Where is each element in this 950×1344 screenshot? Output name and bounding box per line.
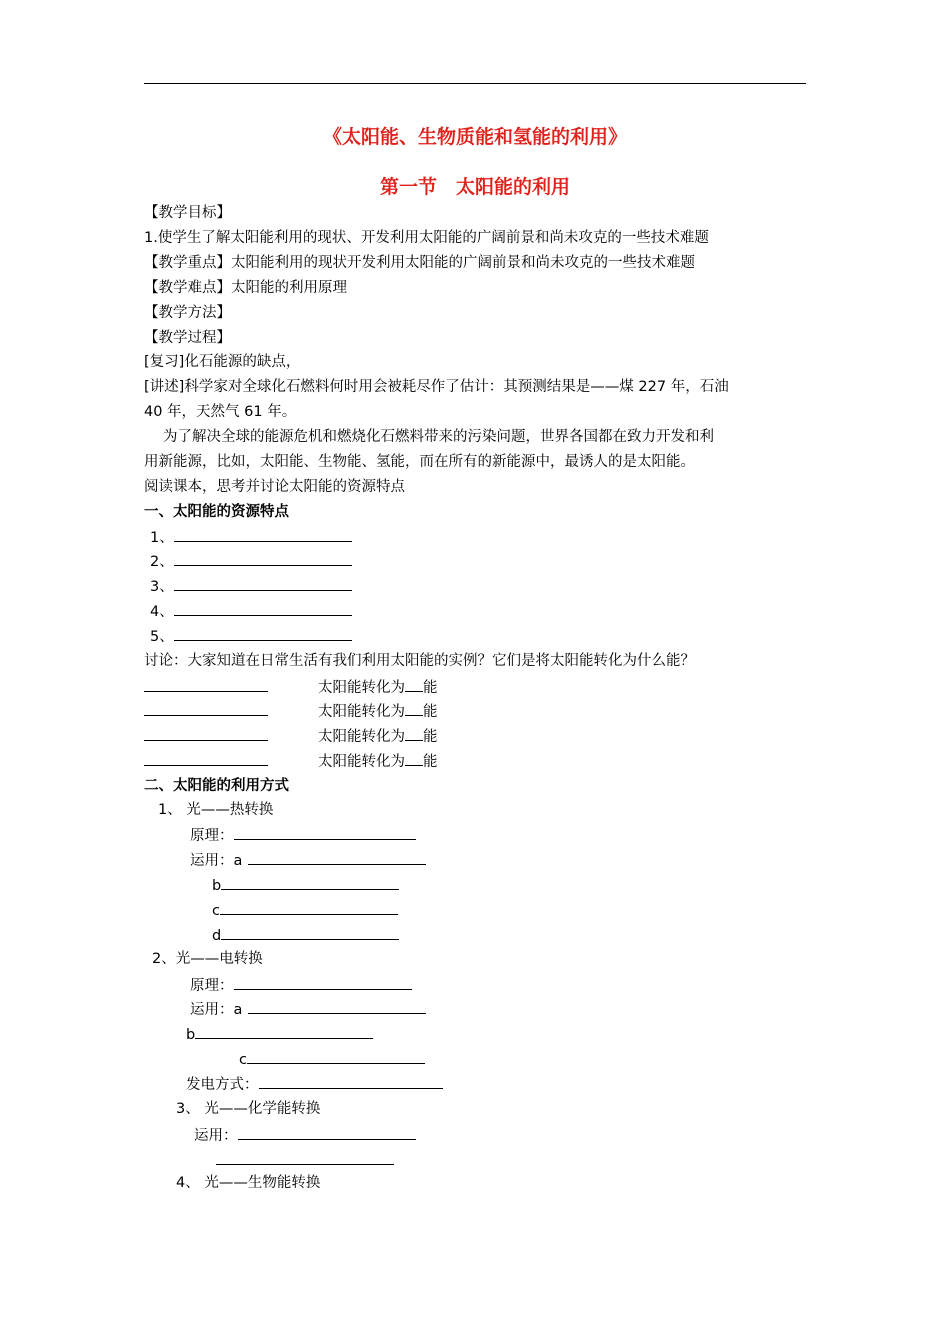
photochemical-use <box>194 1125 416 1146</box>
option-letter: c <box>239 1052 247 1068</box>
item-photobiological: 4、 光——生物能转换 <box>176 1175 321 1191</box>
discussion-prompt: 讨论：大家知道在日常生活有我们利用太阳能的实例？它们是将太阳能转化为什么能？ <box>144 653 695 669</box>
document-title: 《太阳能、生物质能和氢能的利用》 <box>322 126 627 148</box>
photoelectric-use-b <box>186 1024 373 1045</box>
energy-blank[interactable] <box>405 751 423 766</box>
reading-prompt: 阅读课本，思考并讨论太阳能的资源特点 <box>144 479 405 495</box>
heading-utilization-methods: 二、太阳能的利用方式 <box>144 778 289 794</box>
objective-1: 1.使学生了解太阳能利用的现状、开发利用太阳能的广阔前景和尚未攻克的一些技术难题 <box>144 230 709 246</box>
answer-blank[interactable] <box>248 999 426 1014</box>
answer-blank[interactable] <box>174 626 352 641</box>
photochemical-use-2 <box>216 1150 394 1171</box>
feature-number: 3、 <box>150 579 174 595</box>
answer-blank[interactable] <box>174 576 352 591</box>
process: 【教学过程】 <box>144 330 231 346</box>
paragraph-line-2: 用新能源，比如，太阳能、生物能、氢能，而在所有的新能源中，最诱人的是太阳能。 <box>144 454 695 470</box>
answer-blank[interactable] <box>234 825 416 840</box>
conversion-suffix: 能 <box>423 754 438 770</box>
option-letter: b <box>186 1027 196 1043</box>
answer-blank[interactable] <box>174 527 352 542</box>
example-blank[interactable] <box>144 677 268 692</box>
conversion-row-1 <box>144 677 268 698</box>
answer-blank[interactable] <box>174 551 352 566</box>
conversion-suffix: 能 <box>423 680 438 696</box>
photothermal-principle <box>190 825 416 846</box>
item-photothermal: 1、 光——热转换 <box>158 802 274 818</box>
conversion-label-4 <box>318 751 438 772</box>
photothermal-use-b <box>212 875 399 896</box>
answer-blank[interactable] <box>174 601 352 616</box>
feature-item-4 <box>150 601 352 622</box>
energy-blank[interactable] <box>405 677 423 692</box>
generation-label: 发电方式： <box>186 1077 259 1093</box>
feature-number: 4、 <box>150 604 174 620</box>
example-blank[interactable] <box>144 726 268 741</box>
conversion-suffix: 能 <box>423 704 438 720</box>
feature-item-2 <box>150 551 352 572</box>
lecture-line-1: [讲述]科学家对全球化石燃料何时用会被耗尽作了估计：其预测结果是——煤 227 年，石油 <box>144 379 729 395</box>
use-label: 运用：a <box>190 1002 243 1018</box>
section-title: 第一节 太阳能的利用 <box>379 176 570 198</box>
feature-item-1 <box>150 527 352 548</box>
principle-label: 原理： <box>190 978 234 994</box>
option-letter: d <box>212 928 222 944</box>
answer-blank[interactable] <box>220 900 398 915</box>
conversion-row-3 <box>144 726 268 747</box>
example-blank[interactable] <box>144 701 268 716</box>
generation-method <box>186 1074 443 1095</box>
option-letter: c <box>212 903 220 919</box>
heading-resource-features: 一、太阳能的资源特点 <box>144 504 289 520</box>
feature-item-5 <box>150 626 352 647</box>
conversion-label-1 <box>318 677 438 698</box>
conversion-label-2 <box>318 701 438 722</box>
photothermal-use-a <box>190 850 426 871</box>
key-points: 【教学重点】太阳能利用的现状开发利用太阳能的广阔前景和尚未攻克的一些技术难题 <box>144 255 695 271</box>
photothermal-use-d <box>212 925 399 946</box>
answer-blank[interactable] <box>221 875 399 890</box>
conversion-text: 太阳能转化为 <box>318 754 405 770</box>
conversion-row-2 <box>144 701 268 722</box>
principle-label: 原理： <box>190 828 234 844</box>
conversion-label-3 <box>318 726 438 747</box>
energy-blank[interactable] <box>405 701 423 716</box>
paragraph-line-1: 为了解决全球的能源危机和燃烧化石燃料带来的污染问题，世界各国都在致力开发和利 <box>163 429 714 445</box>
objectives-label: 【教学目标】 <box>144 205 231 221</box>
conversion-row-4 <box>144 751 268 772</box>
answer-blank[interactable] <box>234 975 412 990</box>
answer-blank[interactable] <box>221 925 399 940</box>
answer-blank[interactable] <box>238 1125 416 1140</box>
feature-number: 1、 <box>150 530 174 546</box>
example-blank[interactable] <box>144 751 268 766</box>
item-photochemical: 3、 光——化学能转换 <box>176 1101 321 1117</box>
photoelectric-use-a <box>190 999 426 1020</box>
conversion-suffix: 能 <box>423 729 438 745</box>
header-rule <box>144 83 806 84</box>
difficulties: 【教学难点】太阳能的利用原理 <box>144 280 347 296</box>
item-photoelectric: 2、光——电转换 <box>152 951 263 967</box>
feature-number: 2、 <box>150 554 174 570</box>
use-label: 运用：a <box>190 853 243 869</box>
photoelectric-use-c <box>239 1049 425 1070</box>
answer-blank[interactable] <box>259 1074 443 1089</box>
conversion-text: 太阳能转化为 <box>318 680 405 696</box>
photothermal-use-c <box>212 900 398 921</box>
answer-blank[interactable] <box>247 1049 425 1064</box>
answer-blank[interactable] <box>195 1024 373 1039</box>
feature-item-3 <box>150 576 352 597</box>
answer-blank[interactable] <box>248 850 426 865</box>
photoelectric-principle <box>190 975 412 996</box>
answer-blank[interactable] <box>216 1150 394 1165</box>
lecture-line-2: 40 年，天然气 61 年。 <box>144 404 297 420</box>
conversion-text: 太阳能转化为 <box>318 704 405 720</box>
use-label: 运用： <box>194 1128 238 1144</box>
feature-number: 5、 <box>150 629 174 645</box>
option-letter: b <box>212 878 222 894</box>
energy-blank[interactable] <box>405 726 423 741</box>
conversion-text: 太阳能转化为 <box>318 729 405 745</box>
review: [复习]化石能源的缺点， <box>144 354 301 370</box>
methods: 【教学方法】 <box>144 305 231 321</box>
